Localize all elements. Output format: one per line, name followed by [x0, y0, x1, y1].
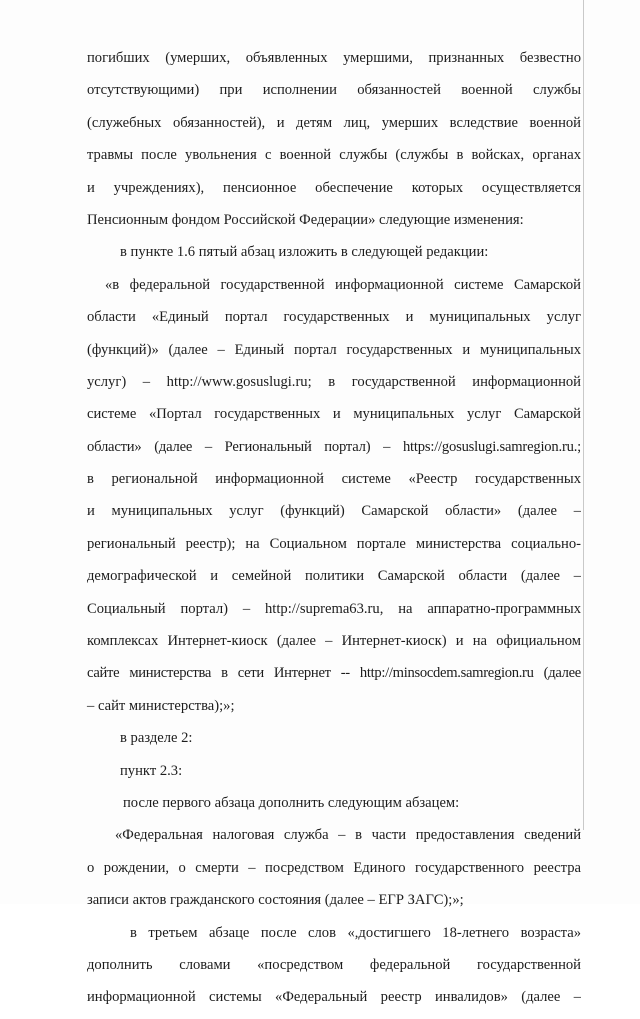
document-body	[87, 47, 581, 1019]
text-line: демографической и семейной политики Самарской области (далее –	[87, 568, 581, 585]
text-line: пункт 2.3:	[120, 762, 183, 779]
text-line: области» (далее – Региональный портал) – https://gosuslugi.samregion.ru.;	[87, 438, 581, 455]
text-line: услуг) – http://www.gosuslugi.ru; в государственной информационной	[87, 373, 581, 390]
text-line: (функций)» (далее – Единый портал государственных и муниципальных	[87, 341, 581, 358]
text-line: травмы после увольнения с военной службы (службы в войсках, органах	[87, 147, 581, 164]
text-line: региональный реестр); на Социальном портале министерства социально-	[87, 535, 581, 552]
text-line: и муниципальных услуг (функций) Самарской области» (далее –	[87, 503, 581, 520]
text-line: о рождении, о смерти – посредством Единого государственного реестра	[87, 859, 581, 876]
text-line: записи актов гражданского состояния (далее – ЕГР ЗАГС);»;	[87, 892, 464, 909]
text-line: – сайт министерства);»;	[87, 697, 235, 714]
text-line: в региональной информационной системе «Реестр государственных	[87, 471, 581, 488]
text-line: «Федеральная налоговая служба – в части предоставления сведений	[115, 827, 581, 844]
text-line: отсутствующими) при исполнении обязанностей военной службы	[87, 82, 581, 99]
text-line: дополнить словами «посредством федеральной государственной	[87, 956, 581, 973]
text-line: комплексах Интернет-киоск (далее – Интернет-киоск) и на официальном	[87, 633, 581, 650]
scan-edge-line	[583, 0, 584, 830]
text-line: сайте министерства в сети Интернет -- http://minsocdem.samregion.ru (далее	[87, 665, 581, 682]
text-line: в пункте 1.6 пятый абзац изложить в следующей редакции:	[120, 244, 489, 261]
text-line: погибших (умерших, объявленных умершими, признанных безвестно	[87, 50, 581, 66]
text-line: Социальный портал) – http://suprema63.ru, на аппаратно-программных	[87, 600, 581, 617]
text-line: области «Единый портал государственных и муниципальных услуг	[87, 309, 581, 326]
text-line: в третьем абзаце после слов «,достигшего 18-летнего возраста»	[130, 924, 581, 941]
text-line: «в федеральной государственной информационной системе Самарской	[105, 276, 581, 293]
text-line: после первого абзаца дополнить следующим абзацем:	[123, 794, 460, 811]
text-line: (служебных обязанностей), и детям лиц, умерших вследствие военной	[87, 114, 581, 131]
text-line: и учреждениях), пенсионное обеспечение которых осуществляется	[87, 179, 581, 196]
text-line: Пенсионным фондом Российской Федерации» следующие изменения:	[87, 211, 524, 228]
text-line: информационной системы «Федеральный реестр инвалидов» (далее –	[87, 989, 581, 1006]
text-line: системе «Портал государственных и муниципальных услуг Самарской	[87, 406, 581, 423]
text-line: в разделе 2:	[120, 730, 193, 747]
